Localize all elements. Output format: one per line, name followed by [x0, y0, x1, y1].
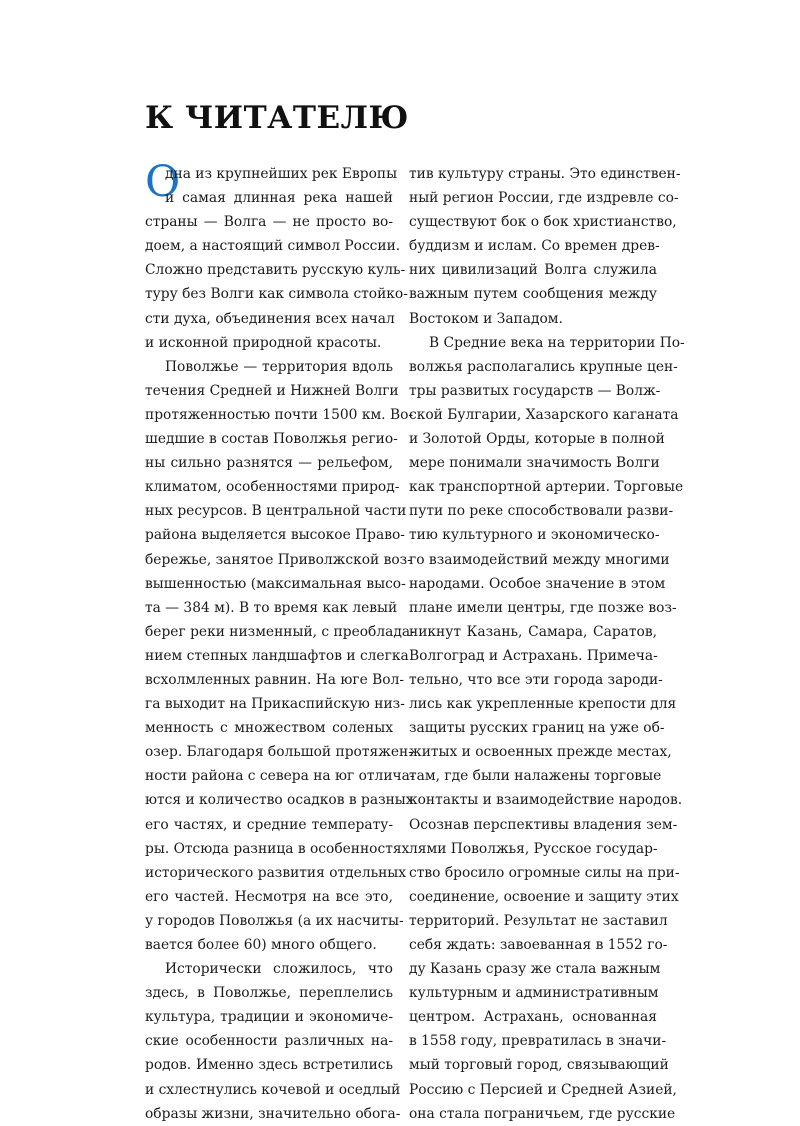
- text-line: соединение, освоение и защиту этих: [409, 888, 679, 905]
- text-line: всхолмленных равнин. На юге Вол-: [145, 671, 405, 688]
- text-line: лями Поволжья, Русское государ-: [409, 840, 658, 857]
- text-line: озер. Благодаря большой протяжен-: [145, 744, 413, 761]
- text-line: туру без Волги как символа стойко-: [145, 286, 408, 303]
- text-line: тию культурного и экономическо-: [409, 527, 660, 544]
- text-line: в 1558 году, превратилась в значи-: [409, 1033, 667, 1050]
- text-line: сти духа, объединения всех начал: [145, 310, 395, 327]
- text-line: культурным и административным: [409, 985, 659, 1002]
- text-line: ство бросило огромные силы на при-: [409, 864, 680, 881]
- text-line: образы жизни, значительно обога-: [145, 1105, 401, 1122]
- text-line: нием степных ландшафтов и слегка: [145, 647, 409, 664]
- text-line: го взаимодействий между многими: [409, 551, 670, 568]
- text-line: бережье, занятое Приволжской воз-: [145, 551, 412, 568]
- text-line: житых и освоенных прежде местах,: [409, 744, 672, 761]
- text-column-left: [145, 162, 415, 1126]
- text-line: вается более 60) много общего.: [145, 937, 377, 953]
- text-line: Волгоград и Астрахань. Примеча-: [409, 647, 658, 664]
- text-line: там, где были налажены торговые: [409, 768, 662, 785]
- text-line: Исторически сложилось, что: [165, 961, 393, 978]
- text-line: родов. Именно здесь встретились: [145, 1057, 393, 1074]
- text-line: и схлестнулись кочевой и оседлый: [145, 1081, 401, 1098]
- text-line: дна из крупнейших рек Европы: [165, 166, 398, 182]
- text-line: ду Казань сразу же стала важным: [409, 961, 661, 978]
- page-title: К ЧИТАТЕЛЮ: [145, 100, 409, 136]
- text-line: ных ресурсов. В центральной части: [145, 503, 407, 520]
- text-line: народами. Особое значение в этом: [409, 575, 666, 592]
- text-line: территорий. Результат не заставил: [409, 912, 668, 929]
- text-line: ны сильно разнятся — рельефом,: [145, 455, 393, 472]
- text-line: Россию с Персией и Средней Азией,: [409, 1081, 677, 1098]
- text-line: его частей. Несмотря на все это,: [145, 888, 393, 905]
- text-line: лись как укрепленные крепости для: [409, 696, 677, 713]
- text-line: центром. Астрахань, основанная: [409, 1009, 657, 1026]
- text-line: защиты русских границ на уже об-: [409, 720, 665, 737]
- text-line: тив культуру страны. Это единствен-: [409, 166, 681, 182]
- text-line: берег реки низменный, с преоблада-: [145, 623, 415, 640]
- text-line: га выходит на Прикаспийскую низ-: [145, 696, 405, 713]
- text-line: контакты и взаимодействие народов.: [409, 792, 683, 809]
- text-line: важным путем сообщения между: [409, 286, 657, 303]
- text-line: вышенностью (максимальная высо-: [145, 575, 406, 592]
- text-line: мый торговый город, связывающий: [409, 1057, 669, 1074]
- text-line: менность с множеством соленых: [145, 720, 393, 737]
- text-line: пути по реке способствовали разви-: [409, 503, 674, 520]
- text-line: и исконной природной красоты.: [145, 334, 382, 351]
- text-line: существуют бок о бок христианство,: [409, 214, 677, 231]
- text-line: течения Средней и Нижней Волги: [145, 382, 399, 399]
- text-line: плане имели центры, где позже воз-: [409, 599, 677, 616]
- text-line: климатом, особенностями природ-: [145, 479, 400, 496]
- text-line: протяженностью почти 1500 км. Во-: [145, 406, 414, 423]
- text-line: тры развитых государств — Волж-: [409, 382, 661, 399]
- text-line: мере понимали значимость Волги: [409, 455, 660, 472]
- text-line: В Средние века на территории По-: [429, 334, 685, 351]
- text-line: как транспортной артерии. Торговые: [409, 479, 684, 496]
- text-line: и Золотой Орды, которые в полной: [409, 431, 665, 448]
- text-line: Сложно представить русскую куль-: [145, 262, 406, 279]
- text-line: ный регион России, где издревле со-: [409, 190, 679, 207]
- text-line: культура, традиции и экономиче-: [145, 1009, 393, 1026]
- text-line: никнут Казань, Самара, Саратов,: [409, 623, 657, 640]
- text-line: здесь, в Поволжье, переплелись: [145, 985, 393, 1002]
- text-line: Востоком и Западом.: [409, 310, 563, 327]
- text-line: себя ждать: завоеванная в 1552 го-: [409, 937, 668, 953]
- text-line: буддизм и ислам. Со времен древ-: [409, 238, 660, 255]
- drop-cap: О: [145, 157, 181, 207]
- text-column-right: [409, 162, 685, 1126]
- text-line: доем, а настоящий символ России.: [145, 238, 401, 255]
- text-line: ские особенности различных на-: [145, 1033, 393, 1050]
- text-line: волжья располагались крупные цен-: [409, 358, 678, 375]
- text-line: его частях, и средние температу-: [145, 816, 393, 833]
- text-line: ской Булгарии, Хазарского каганата: [409, 406, 679, 423]
- text-line: и самая длинная река нашей: [165, 190, 393, 207]
- text-line: она стала пограничьем, где русские: [409, 1105, 676, 1122]
- text-line: страны — Волга — не просто во-: [145, 214, 393, 231]
- text-line: ности района с севера на юг отлича-: [145, 768, 415, 785]
- text-line: у городов Поволжья (а их насчиты-: [145, 912, 404, 929]
- text-line: Осознав перспективы владения зем-: [409, 816, 678, 833]
- text-line: ры. Отсюда разница в особенностях: [145, 840, 410, 857]
- text-line: Поволжье — территория вдоль: [165, 358, 393, 375]
- text-line: тельно, что все эти города зароди-: [409, 671, 663, 688]
- text-line: исторического развития отдельных: [145, 864, 407, 881]
- text-line: ются и количество осадков в разных: [145, 792, 414, 809]
- text-line: района выделяется высокое Право-: [145, 527, 405, 544]
- text-line: шедшие в состав Поволжья регио-: [145, 431, 398, 448]
- text-line: них цивилизаций Волга служила: [409, 262, 657, 279]
- text-line: та — 384 м). В то время как левый: [145, 599, 398, 616]
